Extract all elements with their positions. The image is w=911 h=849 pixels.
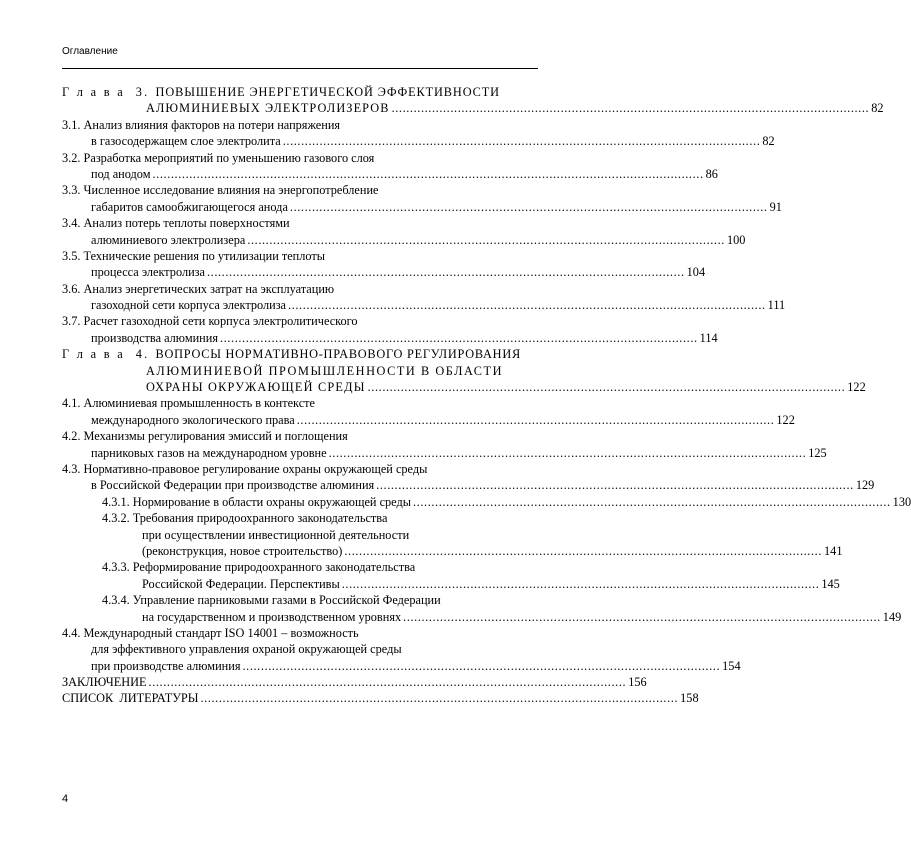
section-4-4[interactable] (62, 625, 741, 674)
chapter-4-label: Г л а в а 4. (62, 347, 150, 362)
section-title-cont: производства алюминия (91, 330, 219, 345)
table-of-contents (62, 84, 911, 707)
bibliography-label: СПИСОК ЛИТЕРАТУРЫ (62, 691, 199, 706)
leader-dots: .................................................................................................................................. (367, 380, 846, 395)
section-title-cont: в газосодержащем слое электролита (91, 134, 281, 149)
section-4-2[interactable] (62, 428, 827, 461)
leader-dots: .................................................................................................................................. (206, 265, 685, 280)
chapter-3-title-line1: ПОВЫШЕНИЕ ЭНЕРГЕТИЧЕСКОЙ ЭФФЕКТИВНОСТИ (155, 85, 500, 99)
section-3-1[interactable] (62, 117, 775, 150)
chapter-4-title-row[interactable] (62, 379, 866, 395)
section-3-5[interactable] (62, 248, 706, 281)
chapter-4-title-line2: АЛЮМИНИЕВОЙ ПРОМЫШЛЕННОСТИ В ОБЛАСТИ (146, 363, 504, 378)
chapter-4-title-line1: ВОПРОСЫ НОРМАТИВНО-ПРАВОВОГО РЕГУЛИРОВАНИЯ (155, 347, 521, 362)
section-title-cont: при осуществлении инвестиционной деятельности (142, 527, 410, 542)
section-4-1[interactable] (62, 395, 795, 428)
page-number: 4 (62, 793, 69, 805)
page-ref: 122 (847, 380, 866, 395)
section-title: 3.7. Расчет газоходной сети корпуса электролитического (62, 314, 358, 329)
section-title-cont: для эффективного управления охраной окружающей среды (91, 642, 402, 657)
section-title: 4.3.1. Нормирование в области охраны окружающей среды (102, 494, 412, 509)
bibliography-entry[interactable] (62, 690, 699, 706)
running-head: Оглавление (62, 46, 118, 57)
page-ref: 86 (705, 166, 718, 181)
page-ref: 125 (808, 445, 827, 460)
chapter-4-heading[interactable] (62, 346, 526, 362)
chapter-3-title-row[interactable] (62, 100, 884, 116)
section-3-6[interactable] (62, 281, 786, 314)
section-title-cont: международного экологического права (91, 412, 295, 427)
section-title: 4.1. Алюминиевая промышленность в контексте (62, 396, 316, 411)
section-title-cont: газоходной сети корпуса электролиза (91, 298, 287, 313)
section-3-7[interactable] (62, 313, 718, 346)
page-ref: 158 (680, 691, 699, 706)
header-rule (62, 68, 538, 69)
leader-dots: .................................................................................................................................. (376, 478, 854, 493)
conclusion-label: ЗАКЛЮЧЕНИЕ (62, 675, 147, 690)
section-title: 4.3.3. Реформирование природоохранного законодательства (102, 560, 416, 575)
chapter-3-title-line2: АЛЮМИНИЕВЫХ ЭЛЕКТРОЛИЗЕРОВ (146, 101, 390, 116)
page-ref: 114 (699, 330, 718, 345)
chapter-4-title-line3: ОХРАНЫ ОКРУЖАЮЩЕЙ СРЕДЫ (146, 380, 366, 395)
section-4-3-4[interactable] (62, 592, 902, 625)
section-3-3[interactable] (62, 182, 782, 215)
conclusion-entry[interactable] (62, 674, 647, 690)
section-title-cont: при производстве алюминия (91, 658, 241, 673)
leader-dots: .................................................................................................................................. (344, 543, 823, 558)
page-ref: 149 (882, 609, 902, 624)
section-title-cont: габаритов самообжигающегося анода (91, 199, 288, 214)
leader-dots: .................................................................................................................................. (403, 609, 881, 624)
page-ref: 156 (628, 675, 647, 690)
leader-dots: .................................................................................................................................. (391, 101, 870, 116)
section-3-2[interactable] (62, 150, 718, 183)
page-ref: 91 (769, 199, 782, 214)
section-title: 3.1. Анализ влияния факторов на потери напряжения (62, 117, 341, 132)
leader-dots: .................................................................................................................................. (200, 691, 679, 706)
section-4-3-1[interactable] (62, 494, 911, 510)
page-ref: 129 (855, 478, 875, 493)
page-ref: 82 (762, 134, 775, 149)
leader-dots: .................................................................................................................................. (341, 576, 820, 591)
page-ref: 82 (871, 101, 884, 116)
section-title: 4.3.4. Управление парниковыми газами в Российской Федерации (102, 593, 441, 608)
leader-dots: .................................................................................................................................. (247, 232, 725, 247)
section-title: 3.2. Разработка мероприятий по уменьшению газового слоя (62, 150, 375, 165)
page-ref: 141 (824, 543, 843, 558)
section-title-cont: алюминиевого электролизера (91, 232, 246, 247)
page-ref: 145 (821, 576, 840, 591)
section-title-cont: парниковых газов на международном уровне (91, 445, 327, 460)
section-3-4[interactable] (62, 215, 746, 248)
section-title: 3.4. Анализ потерь теплоты поверхностями (62, 216, 290, 231)
leader-dots: .................................................................................................................................. (296, 412, 775, 427)
section-title-cont: на государственном и производственном уровнях (142, 609, 402, 624)
leader-dots: .................................................................................................................................. (413, 494, 891, 509)
section-title: 4.3.2. Требования природоохранного законодательства (102, 511, 388, 526)
section-title: 3.3. Численное исследование влияния на энергопотребление (62, 183, 379, 198)
section-4-3[interactable] (62, 461, 875, 494)
page-ref: 122 (776, 412, 795, 427)
leader-dots: .................................................................................................................................. (148, 675, 627, 690)
leader-dots: .................................................................................................................................. (328, 445, 807, 460)
section-title: 4.4. Международный стандарт ISO 14001 – возможность (62, 625, 359, 640)
chapter-3-label: Г л а в а 3. (62, 85, 150, 99)
section-4-3-3[interactable] (62, 559, 840, 592)
page-ref: 130 (892, 494, 911, 509)
page-ref: 104 (686, 265, 706, 280)
section-title-cont: (реконструкция, новое строительство) (142, 543, 343, 558)
section-title: 4.2. Механизмы регулирования эмиссий и поглощения (62, 429, 348, 444)
section-title-cont: Российской Федерации. Перспективы (142, 576, 340, 591)
page-ref: 111 (767, 298, 786, 313)
leader-dots: .................................................................................................................................. (242, 658, 721, 673)
leader-dots: ...................................................................................................................................................... (152, 166, 704, 181)
leader-dots: .................................................................................................................................. (289, 199, 768, 214)
page-ref: 154 (722, 658, 741, 673)
leader-dots: .................................................................................................................................. (282, 134, 761, 149)
section-title: 3.5. Технические решения по утилизации теплоты (62, 248, 326, 263)
section-title-cont: в Российской Федерации при производстве алюминия (91, 478, 375, 493)
section-4-3-2[interactable] (62, 510, 843, 559)
leader-dots: .................................................................................................................................. (288, 298, 766, 313)
section-title: 3.6. Анализ энергетических затрат на эксплуатацию (62, 281, 335, 296)
page-ref: 100 (726, 232, 746, 247)
section-title: 4.3. Нормативно-правовое регулирование охраны окружающей среды (62, 461, 428, 476)
chapter-3-heading[interactable] (62, 84, 526, 100)
section-title-cont: процесса электролиза (91, 265, 205, 280)
leader-dots: .................................................................................................................................. (220, 330, 698, 345)
section-title-cont: под анодом (91, 166, 151, 181)
